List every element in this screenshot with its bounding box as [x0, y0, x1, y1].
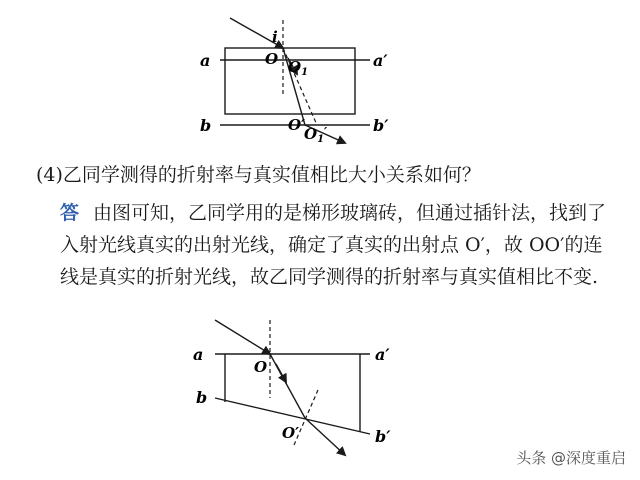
label-b: b	[196, 388, 208, 407]
label-O: O	[254, 358, 268, 376]
watermark: 头条 @深度重启	[516, 449, 626, 467]
label-a: a	[200, 51, 211, 70]
label-O: O	[265, 50, 279, 68]
incident-ray	[215, 320, 270, 354]
answer-block	[60, 197, 616, 293]
label-b-prime: b′	[375, 427, 391, 446]
label-O-prime: O′	[282, 424, 300, 442]
answer-tag: 答	[60, 202, 80, 224]
label-O-prime: O′	[288, 116, 306, 134]
figure-1-diagram	[0, 0, 640, 160]
question-line	[36, 160, 626, 190]
label-O1-prime: $O_1'$	[304, 125, 328, 145]
ray-arrow-inside	[276, 364, 286, 382]
question-number: (4)	[36, 164, 63, 186]
label-b-prime: b′	[373, 116, 389, 135]
label-i: i	[272, 28, 278, 46]
label-O1: $O_1$	[288, 58, 309, 78]
label-b: b	[200, 116, 212, 135]
label-a-prime: a′	[373, 51, 388, 70]
refracted-ray	[270, 354, 305, 418]
figure-2-diagram	[0, 310, 640, 470]
label-a-prime: a′	[375, 345, 390, 364]
label-a: a	[193, 345, 204, 364]
answer-text: 由图可知，乙同学用的是梯形玻璃砖，但通过插针法，找到了入射光线真实的出射光线，确定了真实的出射点 O′，故 OO′的连线是真实的折射光线，故乙同学测得的折射率与真实值相比不变.	[60, 202, 607, 288]
question-text: 乙同学测得的折射率与真实值相比大小关系如何？	[62, 164, 481, 186]
